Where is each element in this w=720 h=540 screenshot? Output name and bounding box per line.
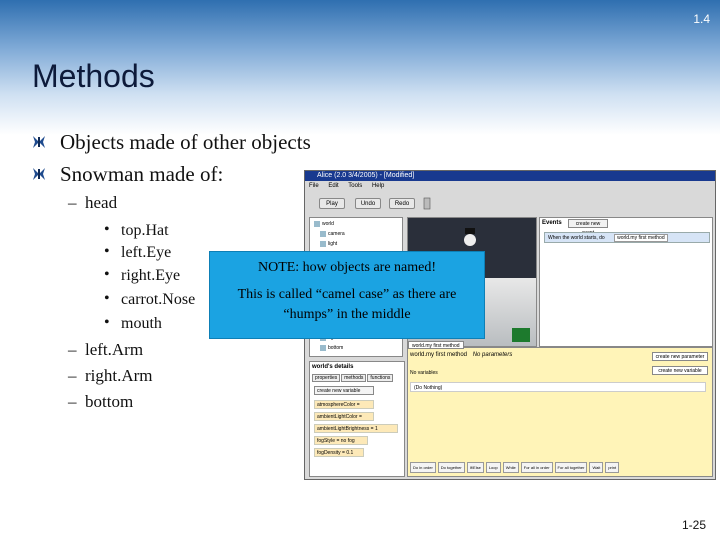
control-item[interactable]: If/Else — [467, 462, 484, 473]
tree-root-label: world — [322, 221, 334, 227]
alice-title-bar: Alice (2.0 3/4/2005) - [Modified] — [305, 171, 715, 181]
menu-edit[interactable]: Edit — [328, 183, 339, 189]
dash: – — [68, 193, 77, 212]
property-row[interactable]: fogStyle = no fog — [314, 436, 368, 445]
head-part-text: carrot.Nose — [121, 291, 196, 308]
snowman-icon — [460, 228, 480, 246]
bullet-1-text: Objects made of other objects — [60, 130, 311, 154]
events-panel — [539, 217, 713, 347]
alice-menubar — [305, 181, 715, 191]
tree-root[interactable] — [314, 220, 334, 228]
butterfly-bullet-icon — [32, 135, 46, 149]
note-line-1: NOTE: how objects are named! — [257, 260, 437, 275]
create-new-variable-button[interactable]: create new variable — [314, 386, 374, 395]
dash: – — [68, 340, 77, 359]
tab-properties[interactable]: properties — [312, 374, 340, 382]
undo-button[interactable]: Undo — [355, 198, 381, 209]
property-row[interactable]: atmosphereColor = — [314, 400, 374, 409]
bullet-2-text: Snowman made of: — [60, 162, 224, 186]
dot: • — [104, 243, 110, 260]
slide-number: 1.4 — [693, 12, 710, 26]
create-new-event-button[interactable]: create new — [568, 219, 608, 228]
control-bar — [410, 462, 710, 472]
event-when: When the world starts, do — [548, 235, 605, 241]
menu-help[interactable]: Help — [371, 183, 385, 189]
head-part-text: right.Eye — [121, 267, 181, 284]
method-editor — [407, 343, 713, 477]
details-tabs — [312, 374, 394, 382]
sub-bullet — [68, 340, 143, 360]
redo-button[interactable]: Redo — [389, 198, 415, 209]
sub-bullet-head — [68, 193, 117, 213]
dash: – — [68, 366, 77, 385]
no-parameters: No parameters — [472, 352, 513, 358]
editor-tab[interactable]: world.my first method — [408, 341, 464, 349]
head-part-text: top.Hat — [121, 222, 169, 239]
dash: – — [68, 392, 77, 411]
control-item[interactable]: Do together — [438, 462, 465, 473]
sub-bullet — [68, 366, 153, 386]
tab-functions[interactable]: functions — [367, 374, 393, 382]
note-callout — [209, 251, 485, 339]
method-name: world.my first method — [410, 352, 468, 358]
dot: • — [104, 221, 110, 238]
dot: • — [104, 314, 110, 331]
tree-item-label: bottom — [328, 345, 344, 351]
details-panel — [309, 361, 405, 477]
alice-toolbar — [305, 191, 715, 215]
sub-bullet-head-text: head — [85, 193, 118, 212]
page-number: 1-25 — [681, 518, 706, 532]
tree-item[interactable] — [320, 240, 337, 248]
sub-bullet-text: left.Arm — [85, 340, 144, 359]
dot: • — [104, 266, 110, 283]
no-variables: No variables — [410, 370, 438, 376]
create-new-parameter-button[interactable]: create new parameter — [652, 352, 708, 361]
trash-icon[interactable] — [423, 196, 431, 210]
event-target[interactable]: world.my first method — [614, 234, 668, 242]
add-objects-icon[interactable] — [512, 328, 530, 342]
menu-tools[interactable]: Tools — [348, 183, 363, 189]
details-title: world's details — [312, 364, 354, 370]
sub-bullet — [68, 392, 133, 412]
events-label: Events — [542, 220, 562, 226]
play-button[interactable]: Play — [319, 198, 345, 209]
tab-methods[interactable]: methods — [341, 374, 366, 382]
control-item[interactable]: print — [605, 462, 619, 473]
dot: • — [104, 290, 110, 307]
control-item[interactable]: While — [503, 462, 519, 473]
control-item[interactable]: Loop — [486, 462, 501, 473]
tree-item[interactable] — [320, 230, 345, 238]
event-row[interactable] — [544, 232, 710, 243]
sub-bullet-text: right.Arm — [85, 366, 153, 385]
control-item[interactable]: For all in order — [521, 462, 553, 473]
note-line-2: This is called “camel case” as there are — [237, 287, 457, 302]
property-row[interactable]: ambientLightBrightness = 1 — [314, 424, 398, 433]
control-item[interactable]: For all together — [555, 462, 588, 473]
tree-item[interactable] — [320, 344, 343, 352]
butterfly-bullet-icon — [32, 167, 46, 181]
property-row[interactable]: fogDensity = 0.1 — [314, 448, 364, 457]
head-part-text: left.Eye — [121, 244, 172, 261]
tree-item-label: light — [328, 241, 338, 247]
head-part-text: mouth — [121, 315, 162, 332]
control-item[interactable]: Do in order — [410, 462, 436, 473]
property-row[interactable]: ambientLightColor = — [314, 412, 374, 421]
do-nothing-line: (Do Nothing) — [410, 382, 706, 392]
menu-file[interactable]: File — [309, 183, 319, 189]
tree-item-label: camera — [328, 231, 345, 237]
note-line-3: “humps” in the middle — [283, 307, 411, 322]
control-item[interactable]: Wait — [589, 462, 603, 473]
slide-title: Methods — [32, 58, 155, 94]
method-header — [410, 352, 512, 358]
create-new-variable-button[interactable]: create new variable — [652, 366, 708, 375]
sub-bullet-text: bottom — [85, 392, 134, 411]
